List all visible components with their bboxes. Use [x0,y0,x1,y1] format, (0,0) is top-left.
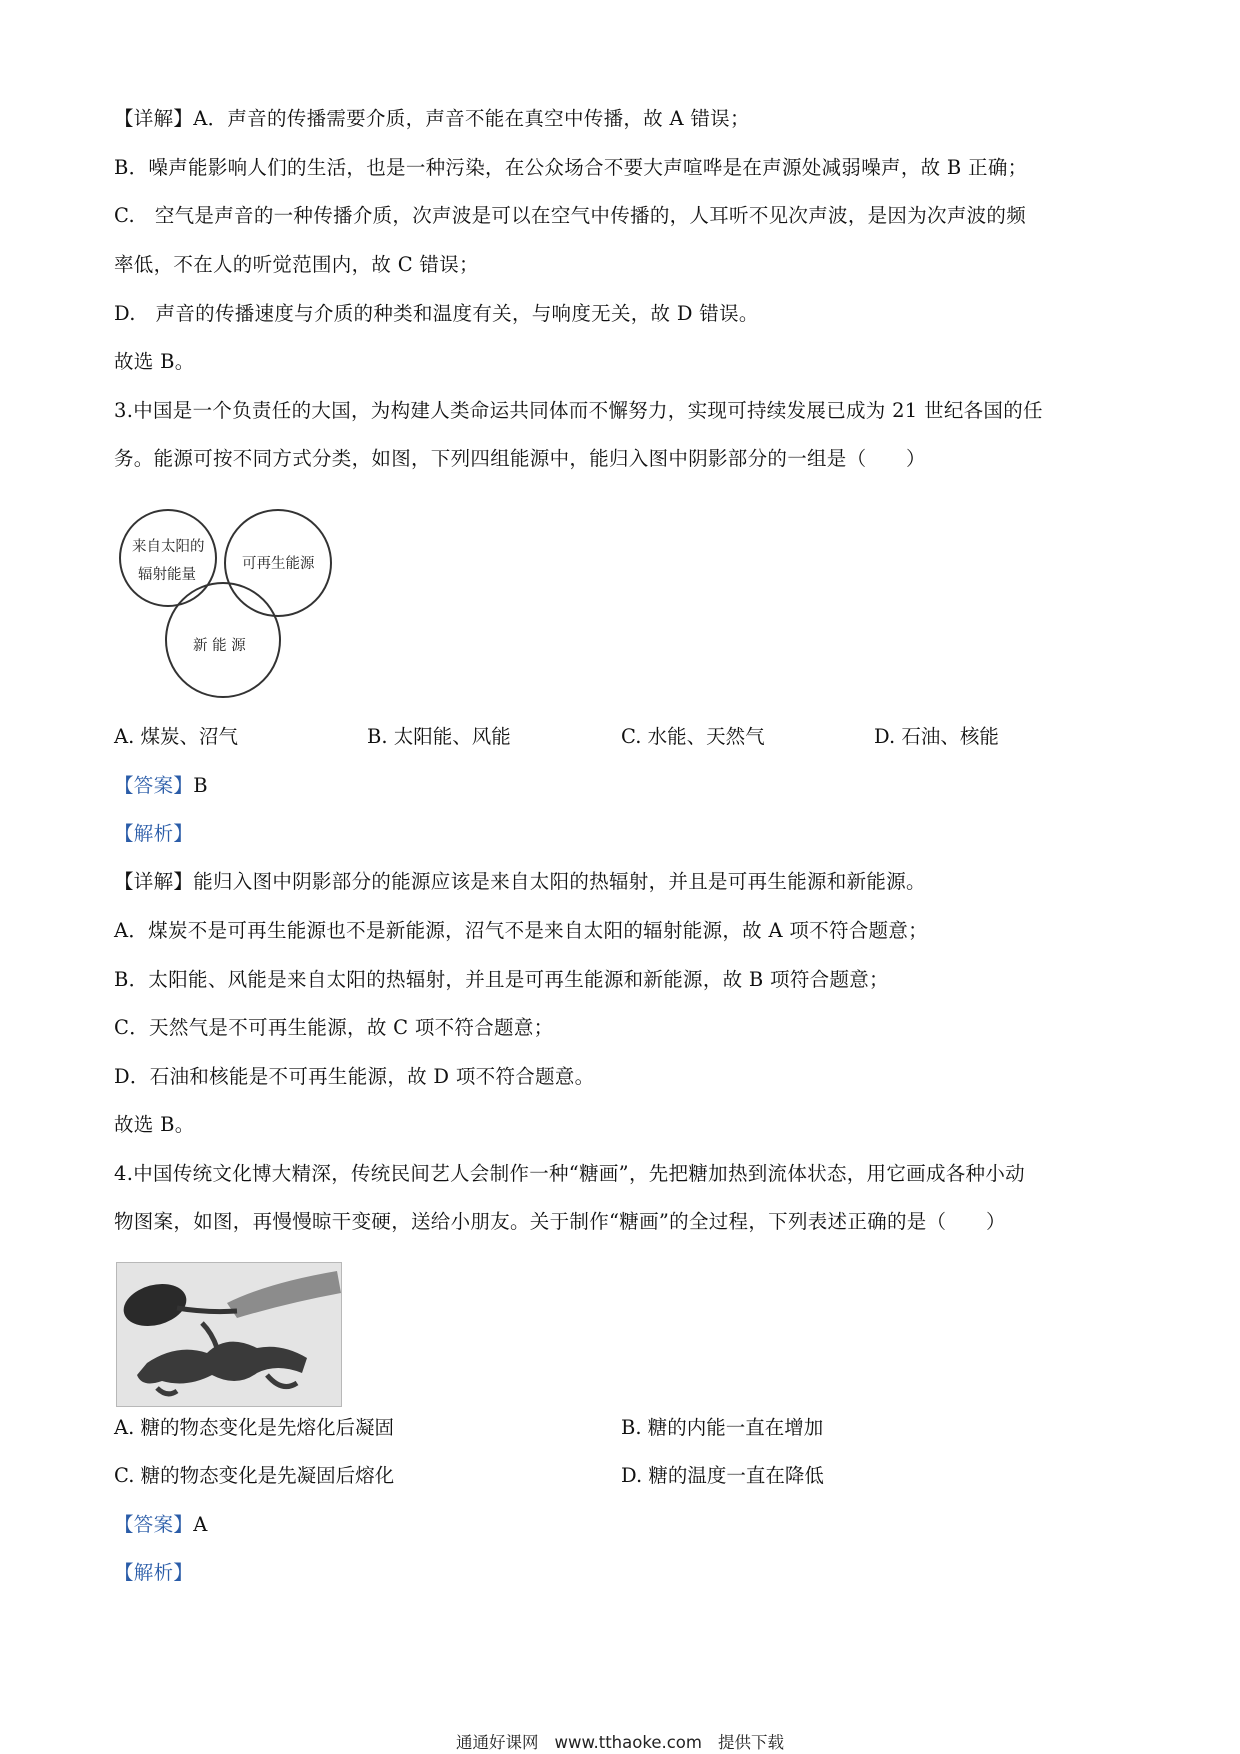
venn-circle-sun [120,510,216,606]
q3-detail-line-1: 【详解】能归入图中阴影部分的能源应该是来自太阳的热辐射，并且是可再生能源和新能源。 [114,870,926,893]
q4-option-c: C. 糖的物态变化是先凝固后熔化 [114,1464,395,1487]
q4-answer-value: A [193,1513,208,1536]
page-footer [0,1729,1240,1753]
q4-answer [114,1510,208,1540]
footer-note: 提供下载 [717,1733,784,1752]
q3-answer-value: B [193,774,208,797]
footer-url[interactable]: www.tthaoke.com [554,1733,702,1752]
venn-label-new: 新 能 源 [193,638,246,654]
q3-option-d: D. 石油、核能 [874,725,999,748]
q4-answer-label: 【答案】 [114,1513,194,1536]
sugar-painting-photo [116,1262,342,1407]
footer-site-name: 通通好课网 [456,1733,539,1752]
q2-detail-line-4: 率低，不在人的听觉范围内，故 C 错误； [114,253,479,276]
q4-option-d: D. 糖的温度一直在降低 [621,1464,824,1487]
q3-analysis-label: 【解析】 [114,822,194,845]
q4-stem-line-1: 4.中国传统文化博大精深，传统民间艺人会制作一种“糖画”，先把糖加热到流体状态，用它画成各种小动 [114,1162,1025,1185]
q3-answer-label: 【答案】 [114,774,194,797]
venn-label-sun-line-2: 辐射能量 [138,567,196,583]
sugar-painting-illustration [117,1263,341,1406]
q2-detail-line-2: B．噪声能影响人们的生活，也是一种污染，在公众场合不要大声喧哗是在声源处减弱噪声，故 B 正确； [114,156,1028,179]
q4-analysis-label: 【解析】 [114,1561,194,1584]
q3-conclusion: 故选 B。 [114,1113,195,1136]
q3-answer [114,771,208,801]
q3-detail-line-2: A．煤炭不是可再生能源也不是新能源，沼气不是来自太阳的辐射能源，故 A 项不符合题意； [114,919,928,942]
venn-label-renewable: 可再生能源 [242,556,315,572]
q4-option-a: A. 糖的物态变化是先熔化后凝固 [114,1416,394,1439]
q3-stem-line-2: 务。能源可按不同方式分类，如图，下列四组能源中，能归入图中阴影部分的一组是（ ） [114,447,926,470]
q4-stem-line-2: 物图案，如图，再慢慢晾干变硬，送给小朋友。关于制作“糖画”的全过程，下列表述正确的是（ ） [114,1210,1006,1233]
q4-option-b: B. 糖的内能一直在增加 [621,1416,824,1439]
q3-detail-line-5: D．石油和核能是不可再生能源，故 D 项不符合题意。 [114,1065,595,1088]
venn-label-sun-line-1: 来自太阳的 [132,539,205,555]
q3-stem-line-1: 3.中国是一个负责任的大国，为构建人类命运共同体而不懈努力，实现可持续发展已成为 21 世纪各国的任 [114,399,1043,422]
energy-venn-diagram [118,508,338,698]
q3-option-a: A. 煤炭、沼气 [114,725,238,748]
q2-detail-line-1: 【详解】A．声音的传播需要介质，声音不能在真空中传播，故 A 错误； [114,107,750,130]
q3-detail-line-3: B．太阳能、风能是来自太阳的热辐射，并且是可再生能源和新能源，故 B 项符合题意； [114,968,889,991]
q2-detail-line-5: D. 声音的传播速度与介质的种类和温度有关，与响度无关，故 D 错误。 [114,302,759,325]
q3-detail-line-4: C．天然气是不可再生能源，故 C 项不符合题意； [114,1016,554,1039]
q2-conclusion: 故选 B。 [114,350,195,373]
q3-option-c: C. 水能、天然气 [621,725,765,748]
q3-option-b: B. 太阳能、风能 [367,725,511,748]
q2-detail-line-3: C. 空气是声音的一种传播介质，次声波是可以在空气中传播的，人耳听不见次声波，是因为次声波的频 [114,204,1027,227]
